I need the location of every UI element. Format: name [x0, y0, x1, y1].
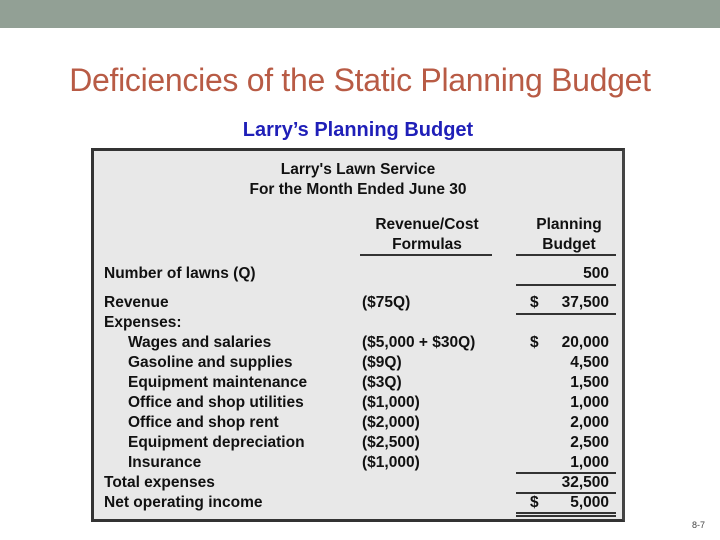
- table-row: [94, 473, 622, 493]
- row-currency: $: [530, 494, 539, 511]
- row-amount: 37,500: [561, 294, 609, 311]
- table-row: [94, 333, 622, 353]
- company-name: Larry's Lawn Service: [280, 161, 436, 178]
- row-formula: ($2,000): [362, 414, 420, 431]
- rule-after-insurance: [516, 472, 616, 474]
- top-banner: [0, 0, 720, 28]
- table-row: [94, 413, 622, 433]
- double-rule-bottom: [516, 515, 616, 517]
- table-row: [94, 493, 622, 513]
- planning-budget-table: [91, 148, 625, 522]
- table-row: [94, 393, 622, 413]
- row-label: Expenses:: [104, 314, 182, 331]
- budget-header-line1: Planning: [536, 216, 602, 233]
- table-row: [94, 264, 622, 284]
- formula-header-line2: Formulas: [392, 236, 462, 253]
- slide-subtitle: Larry’s Planning Budget: [242, 119, 474, 141]
- page-number: 8-7: [692, 520, 706, 530]
- double-rule-top: [516, 512, 616, 514]
- row-label: Equipment depreciation: [128, 434, 305, 451]
- row-formula: ($1,000): [362, 454, 420, 471]
- row-amount: 1,500: [570, 374, 609, 391]
- row-amount: 1,000: [570, 394, 609, 411]
- slide-title: Deficiencies of the Static Planning Budget: [69, 62, 651, 98]
- row-label: Number of lawns (Q): [104, 265, 256, 282]
- row-amount: 2,000: [570, 414, 609, 431]
- budget-column-header: [519, 215, 619, 255]
- rule-after-lawns: [516, 284, 616, 286]
- row-amount: 20,000: [561, 334, 609, 351]
- row-label: Office and shop rent: [128, 414, 279, 431]
- table-row: [94, 433, 622, 453]
- budget-header-line2: Budget: [542, 236, 596, 253]
- row-formula: ($9Q): [362, 354, 402, 371]
- formula-header-rule: [360, 254, 492, 256]
- table-row: [94, 373, 622, 393]
- row-amount: 4,500: [570, 354, 609, 371]
- formula-column-header: [360, 215, 494, 255]
- table-row: [94, 453, 622, 473]
- row-amount: 1,000: [570, 454, 609, 471]
- row-label: Gasoline and supplies: [128, 354, 293, 371]
- report-period: For the Month Ended June 30: [249, 181, 467, 198]
- row-label: Net operating income: [104, 494, 263, 511]
- rule-after-revenue: [516, 313, 616, 315]
- row-formula: ($75Q): [362, 294, 411, 311]
- row-formula: ($2,500): [362, 434, 420, 451]
- row-label: Insurance: [128, 454, 202, 471]
- formula-header-line1: Revenue/Cost: [375, 216, 479, 233]
- row-label: Total expenses: [104, 474, 215, 491]
- row-label: Revenue: [104, 294, 169, 311]
- row-formula: ($3Q): [362, 374, 402, 391]
- row-label: Office and shop utilities: [128, 394, 304, 411]
- row-label: Equipment maintenance: [128, 374, 308, 391]
- rule-after-total: [516, 492, 616, 494]
- row-amount: 5,000: [570, 494, 609, 511]
- row-amount: 2,500: [570, 434, 609, 451]
- row-amount: 32,500: [561, 474, 609, 491]
- row-formula: ($5,000 + $30Q): [362, 334, 476, 351]
- row-amount: 500: [583, 265, 609, 282]
- table-row: [94, 353, 622, 373]
- table-row: [94, 293, 622, 313]
- budget-header-rule: [516, 254, 616, 256]
- row-currency: $: [530, 294, 539, 311]
- table-row: [94, 313, 622, 333]
- row-formula: ($1,000): [362, 394, 420, 411]
- row-label: Wages and salaries: [128, 334, 272, 351]
- row-currency: $: [530, 334, 539, 351]
